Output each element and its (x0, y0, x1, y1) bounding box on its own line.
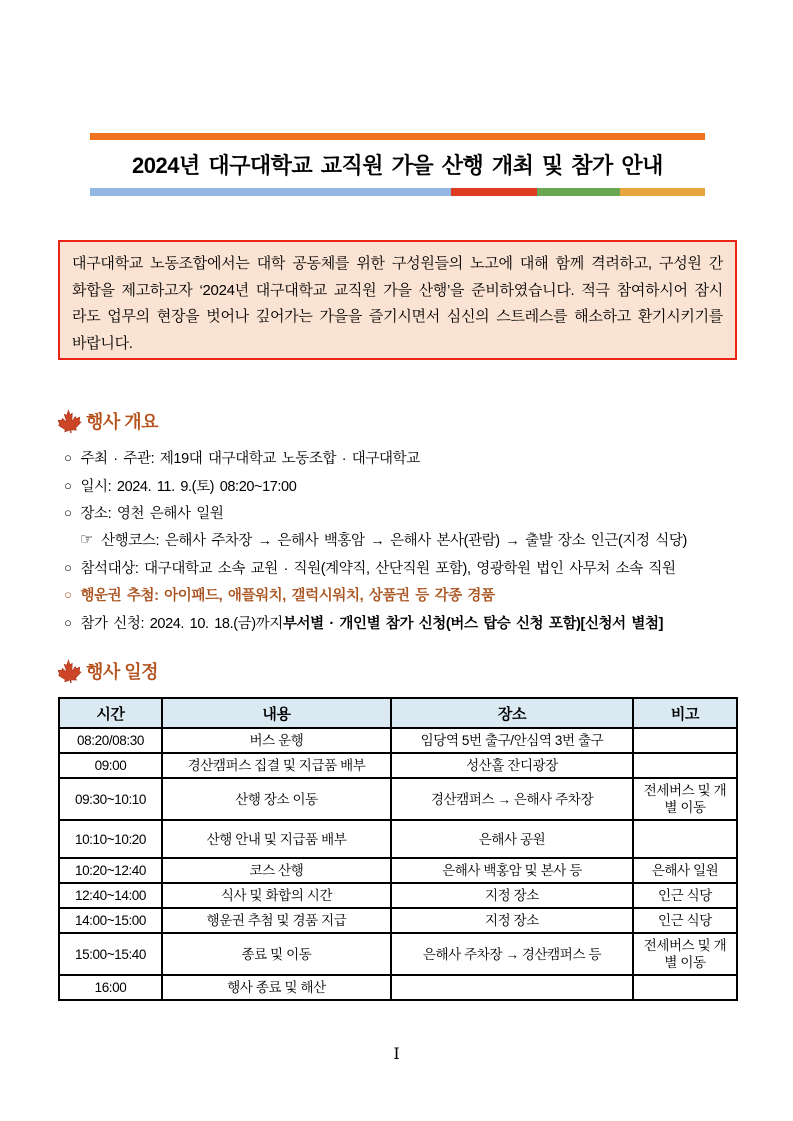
overview-item (58, 526, 737, 553)
column-header: 시간 (59, 698, 162, 728)
table-cell: 12:40~14:00 (59, 883, 162, 908)
circle-bullet-icon: ○ (64, 504, 72, 520)
table-cell: 인근 식당 (633, 908, 737, 933)
overview-list (58, 444, 737, 636)
overview-heading-label: 행사 개요 (86, 412, 159, 432)
table-cell: 경산캠퍼스 집결 및 지급품 배부 (162, 753, 391, 778)
accent-bar-segment-green (537, 188, 620, 196)
table-cell: 은해사 백홍암 및 본사 등 (391, 858, 633, 883)
table-cell: 10:10~10:20 (59, 820, 162, 858)
table-cell (633, 728, 737, 753)
table-cell: 지정 장소 (391, 908, 633, 933)
overview-item (58, 608, 737, 635)
intro-box: 대구대학교 노동조합에서는 대학 공동체를 위한 구성원들의 노고에 대해 함께 격려하고, 구성원 간 화합을 제고하고자 ‘2024년 대구대학교 교직원 가을 산행’을 준비하였습니다. 적극 참여하시어 잠시라도 업무의 현장을 벗어나 깊어가는 가을을 즐기시면서 심신의 스트레스를 해소하고 환기시키기를 바랍니다. (58, 240, 737, 360)
table-cell: 성산홀 잔디광장 (391, 753, 633, 778)
table-row (59, 778, 737, 820)
table-row (59, 933, 737, 975)
table-cell: 코스 산행 (162, 858, 391, 883)
overview-item-text: 참가 신청: 2024. 10. 18.(금)까지 (80, 615, 283, 632)
overview-item (58, 554, 737, 581)
table-cell (391, 975, 633, 1000)
schedule-heading (58, 658, 737, 684)
table-cell: 행운권 추첨 및 경품 지급 (162, 908, 391, 933)
overview-item-text: 주최 · 주관: 제19대 대구대학교 노동조합 · 대구대학교 (80, 451, 420, 468)
accent-bar-segment-red (451, 188, 537, 196)
section-schedule (58, 658, 737, 1001)
pointing-hand-icon: ☞ (80, 531, 94, 549)
maple-leaf-icon (56, 657, 83, 684)
table-cell: 산행 장소 이동 (162, 778, 391, 820)
table-row (59, 908, 737, 933)
overview-item (58, 471, 737, 498)
table-cell: 09:00 (59, 753, 162, 778)
schedule-table (58, 697, 738, 1001)
title-banner (90, 133, 705, 196)
table-cell: 전세버스 및 개별 이동 (633, 933, 737, 975)
table-cell: 버스 운행 (162, 728, 391, 753)
circle-bullet-icon: ○ (64, 559, 72, 575)
circle-bullet-icon: ○ (64, 587, 72, 603)
table-row (59, 858, 737, 883)
table-cell: 산행 안내 및 지급품 배부 (162, 820, 391, 858)
table-cell: 은해사 일원 (633, 858, 737, 883)
page-number: I (393, 1044, 400, 1063)
column-header: 내용 (162, 698, 391, 728)
table-cell: 임당역 5번 출구/안심역 3번 출구 (391, 728, 633, 753)
circle-bullet-icon: ○ (64, 477, 72, 493)
accent-bar-segment-orange (620, 188, 705, 196)
table-cell: 행사 종료 및 해산 (162, 975, 391, 1000)
table-cell: 식사 및 화합의 시간 (162, 883, 391, 908)
overview-item-text: 장소: 영천 은해사 일원 (80, 505, 224, 522)
table-cell: 은해사 공원 (391, 820, 633, 858)
overview-item-text: 행운권 추첨: 아이패드, 애플워치, 갤럭시워치, 상품권 등 각종 경품 (80, 588, 495, 605)
table-row (59, 728, 737, 753)
title-top-bar (90, 133, 705, 140)
schedule-table-body (59, 728, 737, 1000)
table-cell: 09:30~10:10 (59, 778, 162, 820)
schedule-heading-label: 행사 일정 (86, 662, 159, 682)
table-cell: 15:00~15:40 (59, 933, 162, 975)
overview-item-text: 일시: 2024. 11. 9.(토) 08:20~17:00 (80, 478, 297, 495)
page-title: 2024년 대구대학교 교직원 가을 산행 개최 및 참가 안내 (132, 153, 663, 178)
table-row (59, 883, 737, 908)
column-header: 장소 (391, 698, 633, 728)
accent-bar-segment-blue (90, 188, 451, 196)
table-cell (633, 820, 737, 858)
table-row (59, 975, 737, 1000)
schedule-table-header (59, 698, 737, 728)
table-cell: 경산캠퍼스 → 은해사 주차장 (391, 778, 633, 820)
table-cell: 10:20~12:40 (59, 858, 162, 883)
table-cell: 종료 및 이동 (162, 933, 391, 975)
overview-item-text: 참석대상: 대구대학교 소속 교원 · 직원(계약직, 산단직원 포함), 영광학원 법인 사무처 소속 직원 (80, 560, 676, 577)
table-row (59, 753, 737, 778)
circle-bullet-icon: ○ (64, 450, 72, 466)
table-cell: 14:00~15:00 (59, 908, 162, 933)
overview-item (58, 444, 737, 471)
overview-item (58, 581, 737, 608)
table-cell (633, 753, 737, 778)
overview-item-text: 산행코스: 은해사 주차장 → 은해사 백홍암 → 은해사 본사(관람) → 출발 장소 인근(지정 식당) (101, 533, 687, 550)
column-header: 비고 (633, 698, 737, 728)
table-cell (633, 975, 737, 1000)
overview-item (58, 499, 737, 526)
table-cell: 08:20/08:30 (59, 728, 162, 753)
table-cell: 인근 식당 (633, 883, 737, 908)
table-cell: 전세버스 및 개별 이동 (633, 778, 737, 820)
overview-item-text-bold: 부서별 · 개인별 참가 신청(버스 탑승 신청 포함)[신청서 별첨] (282, 615, 664, 632)
table-cell: 지정 장소 (391, 883, 633, 908)
table-row (59, 820, 737, 858)
overview-heading (58, 408, 737, 434)
table-cell: 16:00 (59, 975, 162, 1000)
section-overview (58, 408, 737, 636)
title-accent-bar (90, 188, 705, 196)
circle-bullet-icon: ○ (64, 614, 72, 630)
maple-leaf-icon (56, 407, 83, 434)
table-cell: 은해사 주차장 → 경산캠퍼스 등 (391, 933, 633, 975)
